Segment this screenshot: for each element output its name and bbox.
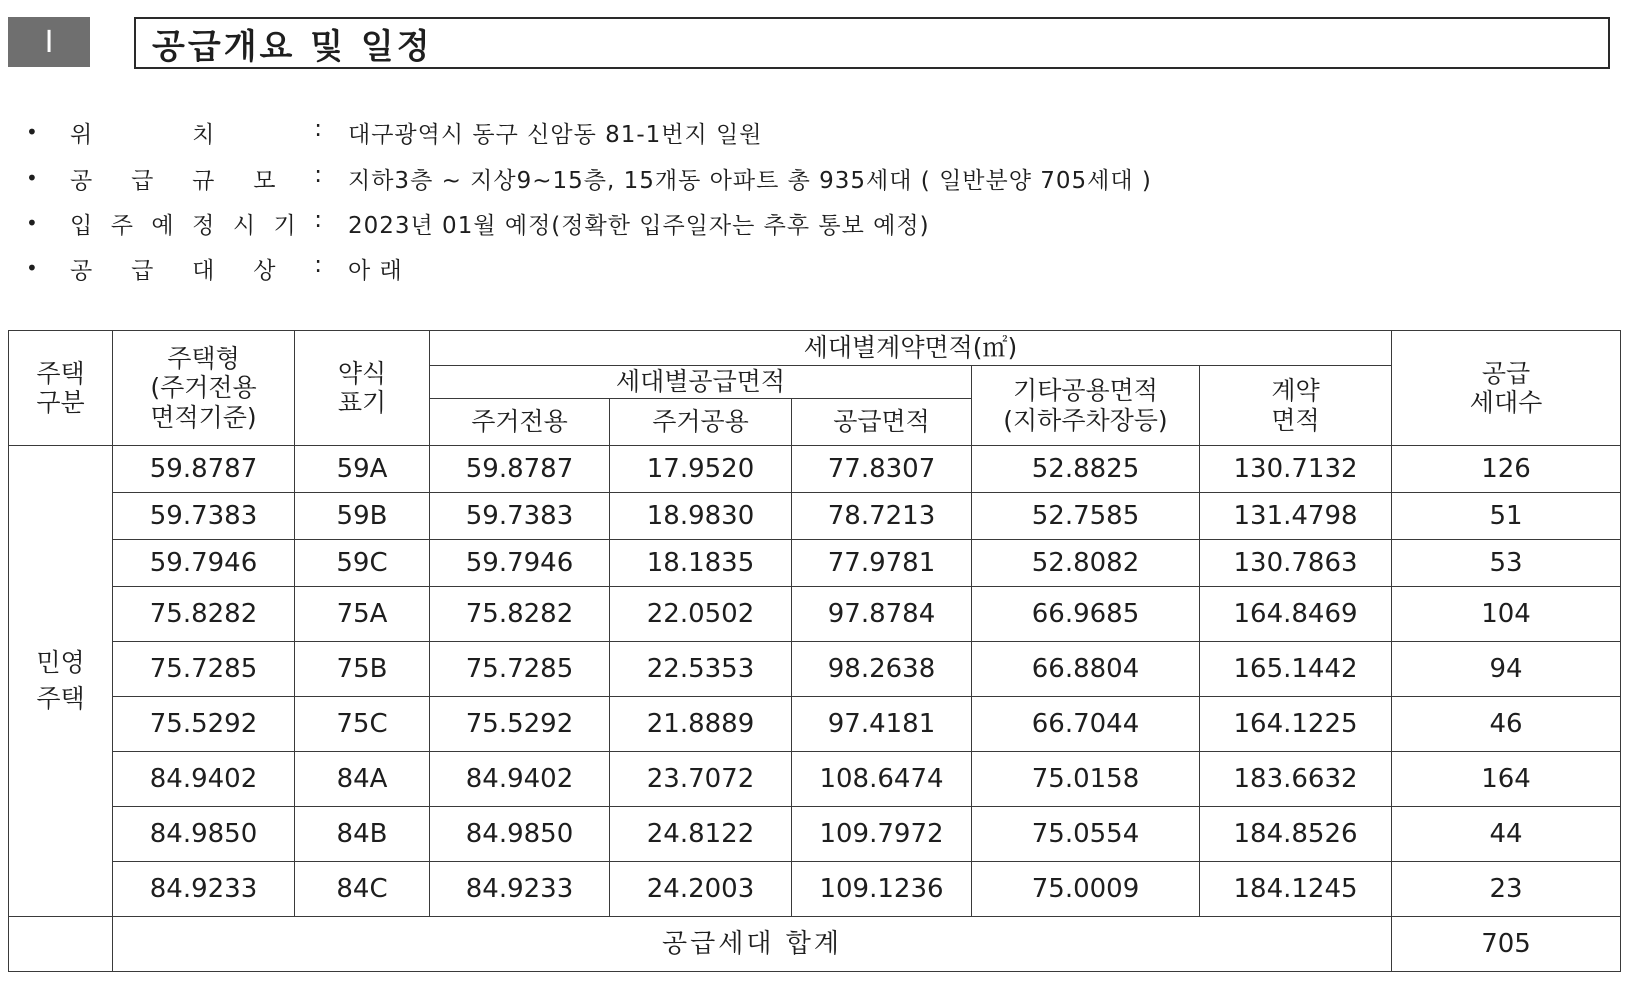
- cell-other: 52.7585: [972, 493, 1200, 540]
- cell-common: 22.0502: [610, 587, 792, 642]
- cell-supply: 108.6474: [792, 752, 972, 807]
- section-title: 공급개요 및 일정: [134, 17, 1610, 69]
- cell-exclusive: 75.8282: [430, 587, 610, 642]
- cell-type: 59.8787: [113, 446, 295, 493]
- table-row: [9, 752, 1621, 807]
- cell-households: 94: [1392, 642, 1621, 697]
- cell-abbr: 59A: [295, 446, 430, 493]
- header-supply-area: 공급면적: [792, 399, 972, 446]
- cell-type: 84.9402: [113, 752, 295, 807]
- cell-abbr: 59C: [295, 540, 430, 587]
- housing-category-cell: 민영 주택: [9, 446, 113, 917]
- header-housing-type: 주택 구분: [9, 331, 113, 446]
- cell-households: 46: [1392, 697, 1621, 752]
- info-value: 지하3층 ~ 지상9~15층, 15개동 아파트 총 935세대 ( 일반분양 705세대 ): [348, 167, 1152, 194]
- table-row: [9, 642, 1621, 697]
- total-row: [9, 917, 1621, 972]
- cell-common: 21.8889: [610, 697, 792, 752]
- cell-households: 126: [1392, 446, 1621, 493]
- cell-abbr: 84A: [295, 752, 430, 807]
- table-row: [9, 587, 1621, 642]
- cell-contract: 131.4798: [1200, 493, 1392, 540]
- cell-common: 17.9520: [610, 446, 792, 493]
- header-exclusive-area: 주거전용: [430, 399, 610, 446]
- info-label: 공 급 대 상 :: [70, 251, 322, 284]
- cell-common: 24.2003: [610, 862, 792, 917]
- table-body: [9, 446, 1621, 972]
- table-row: [9, 540, 1621, 587]
- total-label: 공급세대 합계: [113, 917, 1392, 972]
- cell-other: 66.8804: [972, 642, 1200, 697]
- bullet-icon: •: [26, 166, 38, 190]
- cell-supply: 97.4181: [792, 697, 972, 752]
- section-number-marker: Ⅰ: [8, 17, 90, 67]
- cell-supply: 109.1236: [792, 862, 972, 917]
- bullet-icon: •: [26, 120, 38, 144]
- cell-households: 53: [1392, 540, 1621, 587]
- cell-abbr: 75C: [295, 697, 430, 752]
- cell-supply: 97.8784: [792, 587, 972, 642]
- cell-other: 75.0009: [972, 862, 1200, 917]
- cell-contract: 130.7132: [1200, 446, 1392, 493]
- cell-exclusive: 59.7383: [430, 493, 610, 540]
- cell-type: 75.5292: [113, 697, 295, 752]
- cell-supply: 78.7213: [792, 493, 972, 540]
- cell-exclusive: 75.5292: [430, 697, 610, 752]
- total-households: 705: [1392, 917, 1621, 972]
- cell-other: 75.0554: [972, 807, 1200, 862]
- cell-contract: 130.7863: [1200, 540, 1392, 587]
- bullet-icon: •: [26, 256, 38, 280]
- header-contract-area-group: 세대별계약면적(㎡): [430, 331, 1392, 366]
- info-row: [26, 162, 1152, 194]
- header-contract-area: 계약 면적: [1200, 366, 1392, 446]
- bullet-icon: •: [26, 211, 38, 235]
- cell-other: 66.9685: [972, 587, 1200, 642]
- info-row: [26, 116, 763, 148]
- header-supply-area-group: 세대별공급면적: [430, 366, 972, 399]
- cell-common: 18.1835: [610, 540, 792, 587]
- info-label: 위 치 :: [70, 115, 322, 148]
- info-row: [26, 252, 403, 284]
- cell-common: 24.8122: [610, 807, 792, 862]
- cell-abbr: 84B: [295, 807, 430, 862]
- total-blank-cell: [9, 917, 113, 972]
- header-households: 공급 세대수: [1392, 331, 1621, 446]
- info-value: 아 래: [348, 257, 403, 284]
- cell-abbr: 75A: [295, 587, 430, 642]
- table-row: [9, 446, 1621, 493]
- cell-contract: 184.8526: [1200, 807, 1392, 862]
- cell-type: 75.7285: [113, 642, 295, 697]
- cell-contract: 164.8469: [1200, 587, 1392, 642]
- cell-other: 52.8082: [972, 540, 1200, 587]
- cell-type: 84.9850: [113, 807, 295, 862]
- cell-type: 84.9233: [113, 862, 295, 917]
- cell-exclusive: 84.9233: [430, 862, 610, 917]
- header-common-area: 주거공용: [610, 399, 792, 446]
- cell-exclusive: 84.9850: [430, 807, 610, 862]
- info-row: [26, 207, 930, 239]
- cell-exclusive: 75.7285: [430, 642, 610, 697]
- cell-type: 59.7383: [113, 493, 295, 540]
- table-row: [9, 493, 1621, 540]
- cell-other: 66.7044: [972, 697, 1200, 752]
- cell-contract: 164.1225: [1200, 697, 1392, 752]
- info-value: 2023년 01월 예정(정확한 입주일자는 추후 통보 예정): [348, 212, 930, 239]
- table-row: [9, 862, 1621, 917]
- cell-common: 22.5353: [610, 642, 792, 697]
- cell-supply: 109.7972: [792, 807, 972, 862]
- header-abbreviation: 약식 표기: [295, 331, 430, 446]
- cell-supply: 77.8307: [792, 446, 972, 493]
- cell-exclusive: 59.8787: [430, 446, 610, 493]
- cell-households: 44: [1392, 807, 1621, 862]
- cell-abbr: 75B: [295, 642, 430, 697]
- cell-abbr: 59B: [295, 493, 430, 540]
- cell-common: 23.7072: [610, 752, 792, 807]
- cell-households: 23: [1392, 862, 1621, 917]
- supply-area-table: [8, 330, 1621, 972]
- cell-other: 75.0158: [972, 752, 1200, 807]
- cell-households: 51: [1392, 493, 1621, 540]
- cell-households: 164: [1392, 752, 1621, 807]
- table-row: [9, 697, 1621, 752]
- cell-common: 18.9830: [610, 493, 792, 540]
- cell-exclusive: 84.9402: [430, 752, 610, 807]
- cell-type: 75.8282: [113, 587, 295, 642]
- info-label: 입 주 예 정 시 기 :: [70, 206, 322, 239]
- cell-exclusive: 59.7946: [430, 540, 610, 587]
- info-label: 공 급 규 모 :: [70, 161, 322, 194]
- cell-abbr: 84C: [295, 862, 430, 917]
- cell-contract: 165.1442: [1200, 642, 1392, 697]
- cell-supply: 77.9781: [792, 540, 972, 587]
- info-value: 대구광역시 동구 신암동 81-1번지 일원: [348, 121, 763, 148]
- cell-contract: 184.1245: [1200, 862, 1392, 917]
- cell-other: 52.8825: [972, 446, 1200, 493]
- cell-type: 59.7946: [113, 540, 295, 587]
- header-other-common-area: 기타공용면적 (지하주차장등): [972, 366, 1200, 446]
- cell-supply: 98.2638: [792, 642, 972, 697]
- header-unit-type: 주택형 (주거전용 면적기준): [113, 331, 295, 446]
- cell-contract: 183.6632: [1200, 752, 1392, 807]
- cell-households: 104: [1392, 587, 1621, 642]
- table-row: [9, 807, 1621, 862]
